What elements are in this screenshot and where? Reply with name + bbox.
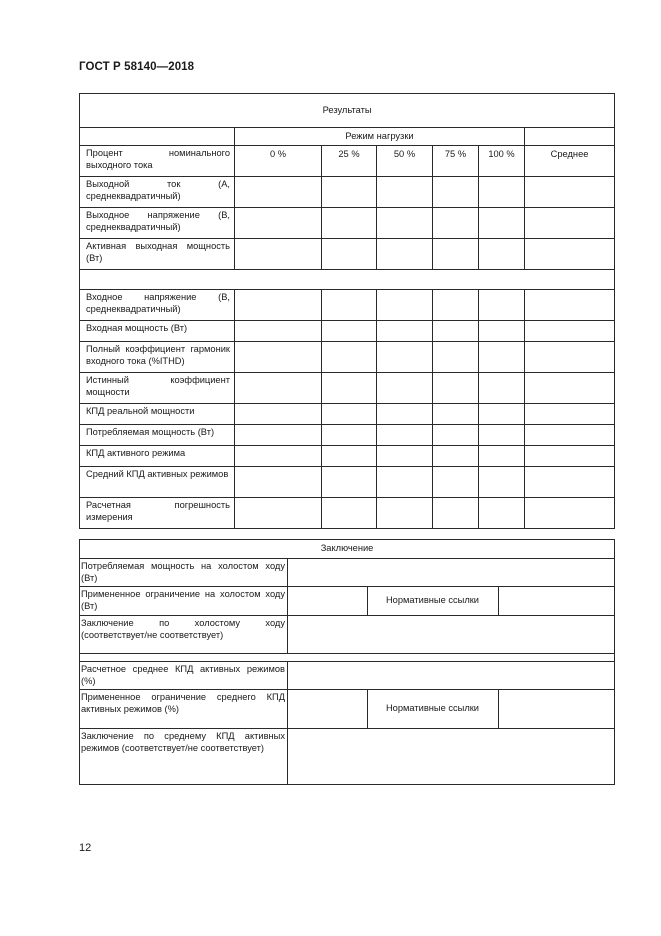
- data-cell[interactable]: [322, 177, 377, 208]
- data-cell[interactable]: [433, 498, 479, 529]
- data-cell[interactable]: [322, 446, 377, 467]
- noload-power-label: Потребляемая мощность на холостом ходу (Вт): [80, 559, 288, 587]
- row-label: Активная выходная мощность (Вт): [80, 239, 235, 270]
- document-header: ГОСТ Р 58140—2018: [79, 61, 195, 73]
- data-cell[interactable]: [433, 446, 479, 467]
- row-label: Средний КПД активных режимов: [80, 467, 235, 498]
- column-header: 25 %: [322, 146, 377, 177]
- empty-cell: [80, 128, 235, 146]
- page-number: 12: [79, 842, 92, 854]
- data-cell[interactable]: [377, 446, 433, 467]
- data-cell[interactable]: [525, 498, 615, 529]
- param-header: Процент номинального выходного тока: [80, 146, 235, 177]
- empty-cell: [525, 128, 615, 146]
- data-cell[interactable]: [479, 425, 525, 446]
- noload-conclusion-value[interactable]: [288, 616, 615, 654]
- column-header: 75 %: [433, 146, 479, 177]
- data-cell[interactable]: [322, 321, 377, 342]
- avg-efficiency-value[interactable]: [288, 662, 615, 690]
- noload-power-value[interactable]: [288, 559, 615, 587]
- table-row: [80, 208, 615, 239]
- normative-refs-label: Нормативные ссылки: [368, 690, 499, 729]
- avg-limit-label: Примененное ограничение среднего КПД активных режимов (%): [80, 690, 288, 729]
- data-cell[interactable]: [433, 342, 479, 373]
- data-cell[interactable]: [479, 208, 525, 239]
- normative-refs-value[interactable]: [499, 690, 615, 729]
- data-cell[interactable]: [377, 404, 433, 425]
- table-row: [80, 342, 615, 373]
- data-cell[interactable]: [433, 373, 479, 404]
- data-cell[interactable]: [377, 239, 433, 270]
- data-cell[interactable]: [433, 467, 479, 498]
- data-cell[interactable]: [322, 290, 377, 321]
- row-label: Полный коэффициент гармоник входного тока (%ITHD): [80, 342, 235, 373]
- normative-refs-label: Нормативные ссылки: [368, 587, 499, 616]
- row-label: Расчетная погрешность измерения: [80, 498, 235, 529]
- avg-conclusion-value[interactable]: [288, 729, 615, 785]
- results-table: [79, 93, 615, 529]
- table-row: [80, 404, 615, 425]
- data-cell[interactable]: [433, 425, 479, 446]
- table-row: [80, 425, 615, 446]
- table-row: [80, 498, 615, 529]
- column-header: 50 %: [377, 146, 433, 177]
- data-cell[interactable]: [525, 467, 615, 498]
- data-cell[interactable]: [525, 446, 615, 467]
- data-cell[interactable]: [377, 498, 433, 529]
- data-cell[interactable]: [479, 239, 525, 270]
- table-row: [80, 290, 615, 321]
- noload-conclusion-label: Заключение по холостому ходу (соответствует/не соответствует): [80, 616, 288, 654]
- data-cell[interactable]: [377, 467, 433, 498]
- table-row: [80, 446, 615, 467]
- data-cell[interactable]: [322, 342, 377, 373]
- row-label: Истинный коэффициент мощности: [80, 373, 235, 404]
- data-cell[interactable]: [377, 177, 433, 208]
- data-cell[interactable]: [377, 342, 433, 373]
- data-cell[interactable]: [433, 208, 479, 239]
- noload-limit-label: Примененное ограничение на холостом ходу (Вт): [80, 587, 288, 616]
- data-cell[interactable]: [479, 177, 525, 208]
- data-cell[interactable]: [322, 425, 377, 446]
- data-cell[interactable]: [377, 208, 433, 239]
- data-cell[interactable]: [235, 404, 322, 425]
- data-cell[interactable]: [322, 239, 377, 270]
- data-cell[interactable]: [479, 404, 525, 425]
- avg-conclusion-label: Заключение по среднему КПД активных режимов (соответствует/не соответствует): [80, 729, 288, 785]
- data-cell[interactable]: [525, 425, 615, 446]
- row-label: Выходное напряжение (В, среднеквадратичный): [80, 208, 235, 239]
- column-header: 0 %: [235, 146, 322, 177]
- data-cell[interactable]: [479, 467, 525, 498]
- data-cell[interactable]: [525, 342, 615, 373]
- data-cell[interactable]: [525, 290, 615, 321]
- row-label: Выходной ток (А, среднеквадратичный): [80, 177, 235, 208]
- row-label: Входная мощность (Вт): [80, 321, 235, 342]
- avg-limit-value[interactable]: [288, 690, 368, 729]
- data-cell[interactable]: [479, 342, 525, 373]
- section-separator: [80, 654, 615, 662]
- data-cell[interactable]: [235, 373, 322, 404]
- data-cell[interactable]: [433, 177, 479, 208]
- data-cell[interactable]: [235, 321, 322, 342]
- table-row: [80, 373, 615, 404]
- data-cell[interactable]: [525, 239, 615, 270]
- data-cell[interactable]: [525, 321, 615, 342]
- section-separator: [80, 270, 615, 290]
- data-cell[interactable]: [322, 404, 377, 425]
- avg-efficiency-label: Расчетное среднее КПД активных режимов (%): [80, 662, 288, 690]
- data-cell[interactable]: [377, 290, 433, 321]
- row-label: Потребляемая мощность (Вт): [80, 425, 235, 446]
- data-cell[interactable]: [479, 446, 525, 467]
- table-row: [80, 467, 615, 498]
- data-cell[interactable]: [235, 467, 322, 498]
- data-cell[interactable]: [235, 342, 322, 373]
- table-row: [80, 239, 615, 270]
- data-cell[interactable]: [235, 446, 322, 467]
- row-label: Входное напряжение (В, среднеквадратичный): [80, 290, 235, 321]
- data-cell[interactable]: [235, 239, 322, 270]
- data-cell[interactable]: [525, 208, 615, 239]
- data-cell[interactable]: [235, 290, 322, 321]
- normative-refs-value[interactable]: [499, 587, 615, 616]
- data-cell[interactable]: [479, 321, 525, 342]
- conclusion-table: [79, 539, 615, 785]
- data-cell[interactable]: [525, 177, 615, 208]
- data-cell[interactable]: [479, 373, 525, 404]
- column-header: Среднее: [525, 146, 615, 177]
- data-cell[interactable]: [377, 373, 433, 404]
- data-cell[interactable]: [433, 239, 479, 270]
- table-row: [80, 177, 615, 208]
- data-cell[interactable]: [525, 404, 615, 425]
- data-cell[interactable]: [322, 498, 377, 529]
- data-cell[interactable]: [322, 373, 377, 404]
- table-row: [80, 321, 615, 342]
- data-cell[interactable]: [322, 467, 377, 498]
- data-cell[interactable]: [377, 425, 433, 446]
- load-mode-header: Режим нагрузки: [235, 128, 525, 146]
- data-cell[interactable]: [377, 321, 433, 342]
- data-cell[interactable]: [433, 321, 479, 342]
- data-cell[interactable]: [235, 498, 322, 529]
- data-cell[interactable]: [433, 290, 479, 321]
- conclusion-title: Заключение: [80, 540, 615, 559]
- data-cell[interactable]: [433, 404, 479, 425]
- results-title: Результаты: [80, 94, 615, 128]
- data-cell[interactable]: [235, 425, 322, 446]
- data-cell[interactable]: [235, 208, 322, 239]
- noload-limit-value[interactable]: [288, 587, 368, 616]
- data-cell[interactable]: [479, 498, 525, 529]
- data-cell[interactable]: [479, 290, 525, 321]
- data-cell[interactable]: [322, 208, 377, 239]
- data-cell[interactable]: [235, 177, 322, 208]
- data-cell[interactable]: [525, 373, 615, 404]
- column-header: 100 %: [479, 146, 525, 177]
- row-label: КПД реальной мощности: [80, 404, 235, 425]
- row-label: КПД активного режима: [80, 446, 235, 467]
